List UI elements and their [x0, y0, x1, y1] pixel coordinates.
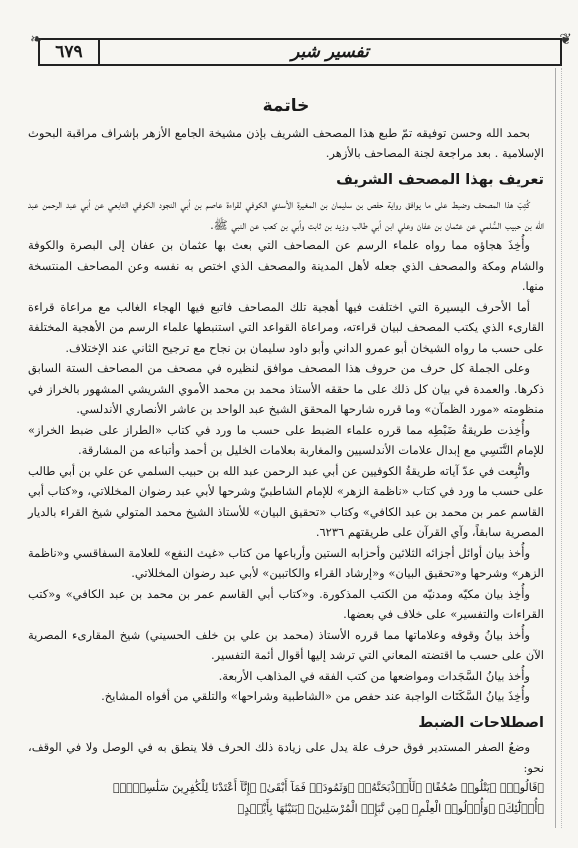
quran-examples: ﴿قَالُوا۟﴾ ﴿يَتْلُوا۟ صُحُفًا﴾ ﴿لَأَا۟ذْبَحَنَّهُۥ﴾ ﴿وَثَمُودَا۟ فَمَآ أَبْقَىٰ﴾ ﴿إِنَّآ أَعْتَدْنَا لِلْكَٰفِرِينَ سَلَٰسِلَا۟﴾ [112, 781, 544, 794]
khatima-title: خاتمة [262, 96, 310, 116]
tarif-paragraph: واتُّبِعت في عدّ آياته طريقةُ الكوفيين عن أبي عبد الرحمن عبد الله بن حبيب السلمي عن علي بن أبي طالب على حسب ما ورد في كتاب «ناظمة الزهر» للإمام الشاطبيّ وشرحها لأبي عبد رضوان المخللاتي، و«كتاب أبي القاسم عمر بن محمد بن عبد الكافي» وكتاب «تحقيق البيان» للأستاذ الشيخ محمد المتولي شيخ القراء بالديار المصرية سابقاً، وآي القرآن على طريقتهم ٦٢٣٦. [28, 463, 544, 539]
tarif-paragraph: أما الأحرف اليسيرة التي اختلفت فيها أهجية تلك المصاحف فاتبع فيها الهجاء الغالب مع مراعاة قراءة القارىء الذي يكتب المصحف لبيان قراءته، ومراعاة القواعد التي استنبطها علماء الرسم من الأهجية المختلفة على حسب ما رواه الشيخان أبو عمرو الداني وأبو داود سليمان بن نجاح مع ترجيح الثاني عند الإختلاف. [28, 299, 544, 355]
tarif-paragraph: وعلى الجملة كل حرف من حروف هذا المصحف موافق لنظيره في مصحف من المصاحف الستة السابق ذكرها. والعمدة في بيان كل ذلك على ما حققه الأستاذ محمد بن محمد الأموي الشريشي المشهور بالخراز في منظومته «مورد الظمآن» وما قرره شارحها المحقق الشيخ عبد الواحد بن عاشر الأنصاري الأندلسي. [28, 361, 544, 416]
margin-rule-dotted [561, 68, 562, 828]
tarif-paragraph: كُتِبَ هذا المصحف وضبط على ما يوافق رواية حفص بن سليمان بن المغيرة الأسدي الكوفي لقراءة عاصم بن أبي النجود الكوفي التابعي عن أبي عبد الرحمن عبد الله بن حبيب السُّلمي عن عثمان بن عفان وعلي ابن أبي طالب وزيد بن ثابت وأبي بن كعب عن النبي ﷺ. [28, 197, 544, 232]
tarif-paragraph: وأُخذ بيانُ السَّجَدات ومواضعها من كتب الفقه في المذاهب الأربعة. [218, 668, 530, 683]
margin-rule [555, 68, 556, 828]
corner-ornament-icon: ❦ [559, 30, 572, 48]
tarif-paragraph: وأُخِذت طريقةُ ضَبْطِه مما قرره علماء الضبط على حسب ما ورد في كتاب «الطراز على ضبط الخراز» للإمام التَّنَسِي مع إبدال علامات الأندلسيين والمغاربة بعلامات الخليل بن أحمد وأتباعه من المشارقة. [28, 422, 544, 457]
khatima-text: بحمد الله وحسن توفيقه تمّ طبع هذا المصحف الشريف بإذن مشيخة الجامع الأزهر بإشراف مراقبة البحوث الإسلامية . بعد مراجعة لجنة المصاحف بالأزهر. [28, 125, 544, 160]
page-number: ٦٧٩ [40, 40, 100, 64]
quran-examples: ﴿أُو۟لَٰٓئِكَ﴾ ﴿وَأُو۟لُوا۟ الْعِلْمِ﴾ ﴿مِن نَّبَإِى۟ الْمُرْسَلِينَ﴾ ﴿بَنَيْنَٰهَا بِأَيْي۟دٍ﴾ [237, 801, 544, 815]
corner-ornament-icon: ❧ [30, 30, 43, 48]
tarif-paragraph: وأُخذ بيانُ وقوفه وعلاماتها مما قرره الأستاذ (محمد بن علي بن خلف الحسيني) شيخ المقارىء المصرية الآن على حسب ما اقتضته المعاني التي ترشد إليها أقوال أئمة التفسير. [28, 627, 544, 662]
header-title: تفسير شبر [291, 42, 369, 62]
page-header [38, 38, 562, 66]
tarif-paragraph: وأُخِذَ بيانُ السَّكَتَات الواجبة عند حفص من «الشاطبية وشراحها» والتلقي من أفواه المشايخ. [101, 689, 530, 703]
tarif-paragraph: وأُخِذَ هجاؤه مما رواه علماء الرسم عن المصاحف التي بعث بها عثمان بن عفان إلى البصرة والكوفة والشام ومكة والمصحف الذي جعله لأهل المدينة والمصحف الذي اختص به نفسه وعن المصاحف المنتسخة منها. [28, 238, 544, 293]
tarif-paragraph: وأُخِذ بيان مكيّه ومدنيّه من الكتب المذكورة. و«كتاب أبي القاسم عمر بن محمد بن عبد الكافي» و«كتب القراءات والتفسير» على خلاف في بعضها. [28, 586, 544, 621]
page-body [28, 96, 544, 819]
tarif-title: تعريف بهذا المصحف الشريف [336, 171, 544, 188]
istilahat-title: اصطلاحات الضبط [418, 714, 544, 731]
istilahat-text: وضعُ الصفر المستدير فوق حرف علة يدل على زيادة ذلك الحرف فلا ينطق به في الوصل ولا في الوقف، نحو: [28, 740, 544, 775]
tarif-paragraph: وأُخذ بيان أوائل أجزائه الثلاثين وأحزابه الستين وأرباعها من كتاب «غيث النفع» للعلامة السفاقسي و«ناظمة الزهر» وشرحها و«تحقيق البيان» و«إرشاد القراء والكاتبين» لأبي عبد رضوان المخللاتي. [28, 545, 544, 580]
